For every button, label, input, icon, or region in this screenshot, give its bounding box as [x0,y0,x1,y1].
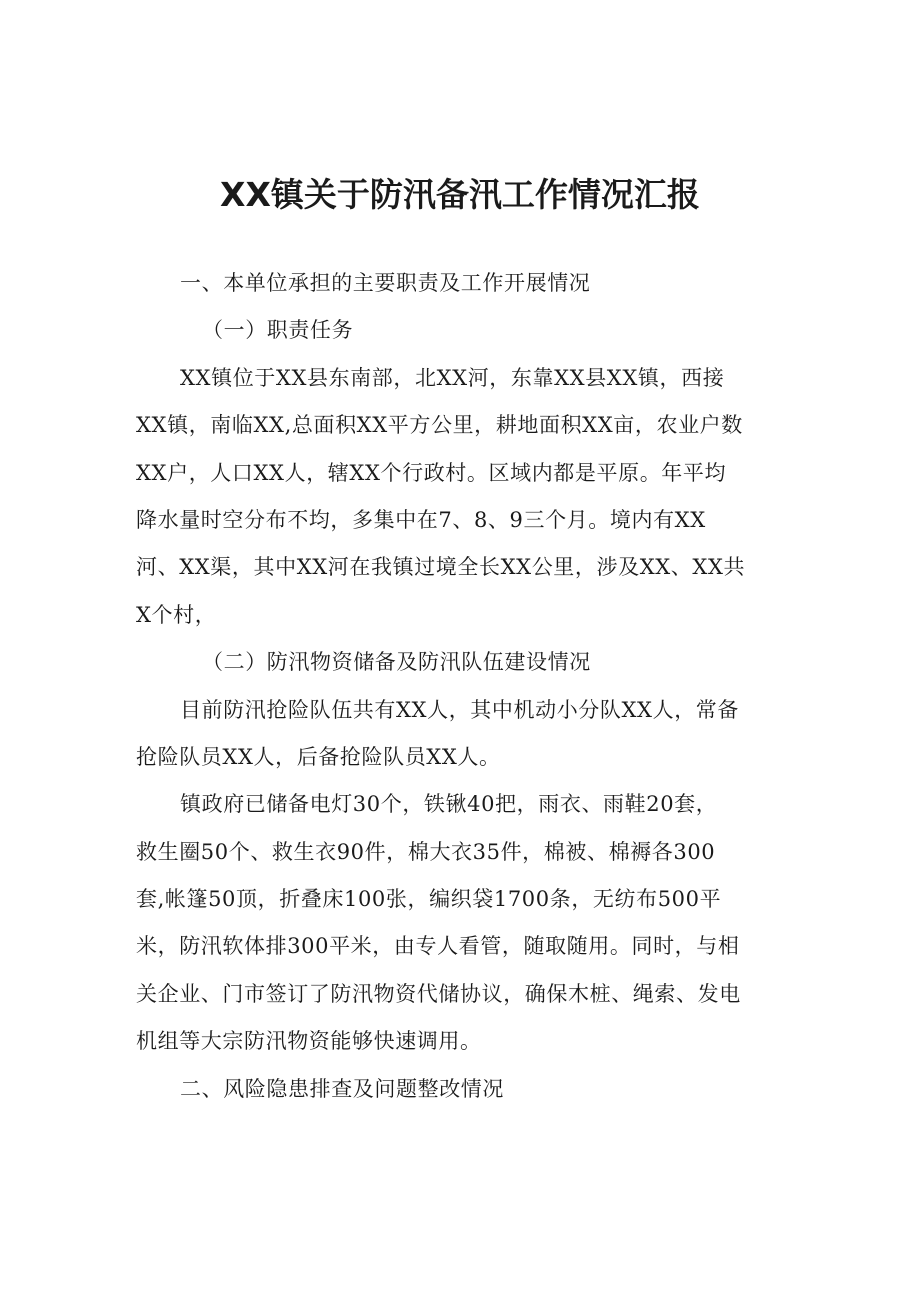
paragraph-line: 关企业、门市签订了防汛物资代储协议，确保木桩、绳索、发电 [136,981,741,1006]
document-title: XX镇关于防汛备汛工作情况汇报 [220,175,700,214]
paragraph-line: XX镇，南临XX,总面积XX平方公里，耕地面积XX亩，农业户数 [136,413,743,438]
paragraph-line: X个村， [136,602,217,627]
subsection-heading-1: （一）职责任务 [202,318,354,343]
section-heading-1: 一、本单位承担的主要职责及工作开展情况 [180,271,591,295]
paragraph-line: 河、XX渠，其中XX河在我镇过境全长XX公里，涉及XX、XX共 [136,555,746,580]
paragraph-line: 抢险队员XX人，后备抢险队员XX人。 [136,744,501,769]
paragraph-line: 机组等大宗防汛物资能够快速调用。 [136,1029,482,1054]
document-body [136,260,788,1113]
paragraph-line: 米，防汛软体排300平米，由专人看管，随取随用。同时，与相 [136,934,740,959]
section-heading-2: 二、风险隐患排查及问题整改情况 [180,1076,504,1101]
paragraph-line: 套,帐篷50顶，折叠床100张，编织袋1700条，无纺布500平 [136,887,722,912]
paragraph-line: XX户，人口XX人，辖XX个行政村。区域内都是平原。年平均 [136,460,727,485]
paragraph-line: XX镇位于XX县东南部，北XX河，东靠XX县XX镇，西接 [180,365,725,390]
paragraph-line: 降水量时空分布不均，多集中在7、8、9三个月。境内有XX [136,507,706,532]
subsection-heading-2: （二）防汛物资储备及防汛队伍建设情况 [202,650,591,675]
paragraph-line: 救生圈50个、救生衣90件，棉大衣35件，棉被、棉褥各300 [136,839,716,864]
paragraph-line: 目前防汛抢险队伍共有XX人，其中机动小分队XX人，常备 [180,697,739,722]
paragraph-line: 镇政府已储备电灯30个，铁锹40把，雨衣、雨鞋20套， [180,792,718,817]
